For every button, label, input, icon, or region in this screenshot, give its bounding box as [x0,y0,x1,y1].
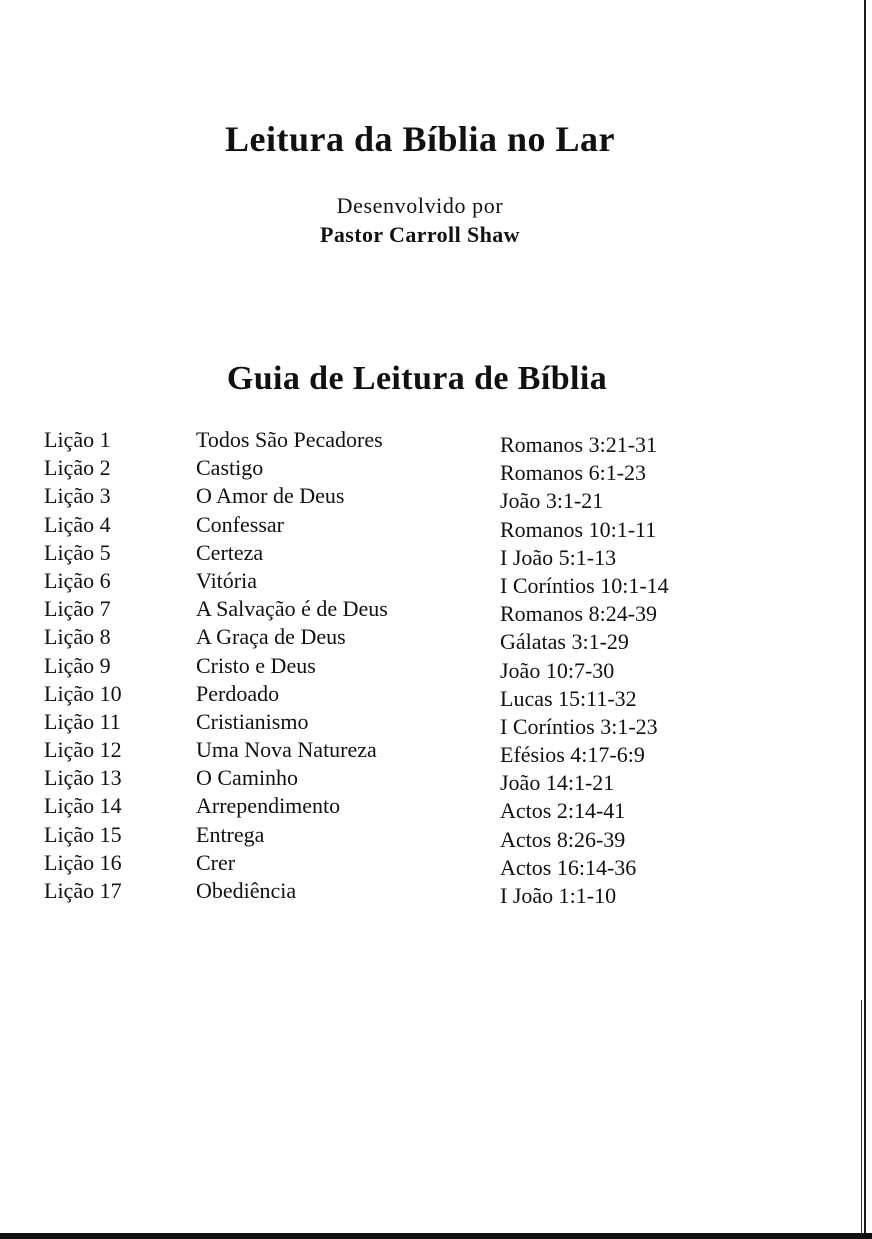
scan-border-bottom [0,1233,872,1239]
lesson-row [0,623,800,655]
lesson-number: Lição 4 [44,511,111,537]
lesson-number: Lição 9 [44,652,111,678]
lesson-row [0,877,800,908]
lesson-number: Lição 6 [44,567,111,593]
lesson-row [0,595,800,627]
lesson-reference: Actos 2:14-41 [500,798,626,824]
lesson-reference: João 10:7-30 [500,657,615,683]
lesson-topic: A Graça de Deus [196,624,346,650]
lesson-topic: Certeza [196,539,264,565]
lesson-topic: Cristo e Deus [196,652,316,678]
lesson-number: Lição 14 [44,793,122,819]
lesson-number: Lição 7 [44,596,111,622]
lesson-topic: Arrependimento [196,793,341,819]
lesson-topic: Cristianismo [196,708,309,734]
lesson-topic: O Caminho [196,765,299,791]
lesson-row [0,426,800,457]
lesson-number: Lição 13 [44,765,122,791]
lesson-topic: Entrega [196,821,265,847]
lesson-row [0,849,800,880]
lesson-reference: I Coríntios 10:1-14 [500,572,669,598]
lesson-topic: Perdoado [196,680,280,706]
lesson-list [0,426,800,908]
lesson-row [0,736,800,768]
lesson-reference: Romanos 8:24-39 [500,601,658,627]
lesson-number: Lição 3 [44,483,111,509]
lesson-reference: I Coríntios 3:1-23 [500,713,658,739]
lesson-number: Lição 8 [44,624,111,650]
lesson-row [0,511,800,542]
lesson-number: Lição 12 [44,737,122,763]
lesson-reference: João 3:1-21 [500,488,604,514]
lesson-reference: Gálatas 3:1-29 [500,629,629,655]
section-title: Guia de Leitura de Bíblia [226,360,608,397]
lesson-number: Lição 17 [44,878,122,903]
lesson-number: Lição 11 [44,708,121,734]
lesson-topic: O Amor de Deus [196,483,345,509]
lesson-number: Lição 2 [44,455,111,481]
developed-by-label: Desenvolvido por [336,193,504,218]
lesson-row [0,764,800,796]
lesson-topic: Obediência [196,878,297,903]
lesson-number: Lição 5 [44,539,111,565]
scan-border-right-inner [861,1000,862,1239]
lesson-reference: Actos 8:26-39 [500,826,626,852]
lesson-row [0,539,800,570]
lesson-row [0,454,800,486]
lesson-reference: Lucas 15:11-32 [500,685,637,711]
lesson-number: Lição 1 [44,427,111,452]
page-title: Leitura da Bíblia no Lar [224,119,616,159]
lesson-reference: João 14:1-21 [500,770,615,796]
lesson-topic: Todos São Pecadores [196,427,383,452]
lesson-number: Lição 16 [44,849,122,875]
lesson-reference: I João 1:1-10 [500,883,617,908]
scan-border-right [864,0,866,1239]
lesson-reference: Efésios 4:17-6:9 [500,742,645,768]
lesson-reference: Romanos 10:1-11 [500,516,657,542]
lesson-number: Lição 10 [44,680,122,706]
lesson-row [0,680,800,711]
lesson-topic: Uma Nova Natureza [196,737,377,763]
lesson-row [0,708,800,739]
lesson-topic: Castigo [196,455,264,481]
lesson-row [0,652,800,683]
lesson-topic: Vitória [196,567,257,593]
lesson-topic: A Salvação é de Deus [196,596,388,622]
lesson-reference: Actos 16:14-36 [500,854,637,880]
lesson-reference: I João 5:1-13 [500,544,617,570]
lesson-row [0,482,800,514]
lesson-reference: Romanos 6:1-23 [500,460,647,486]
lesson-row [0,567,800,598]
lesson-number: Lição 15 [44,821,122,847]
lesson-row [0,792,800,824]
lesson-topic: Crer [196,849,236,875]
lesson-topic: Confessar [196,511,284,537]
author-name: Pastor Carroll Shaw [320,222,520,247]
lesson-reference: Romanos 3:21-31 [500,432,658,457]
lesson-row [0,821,800,852]
